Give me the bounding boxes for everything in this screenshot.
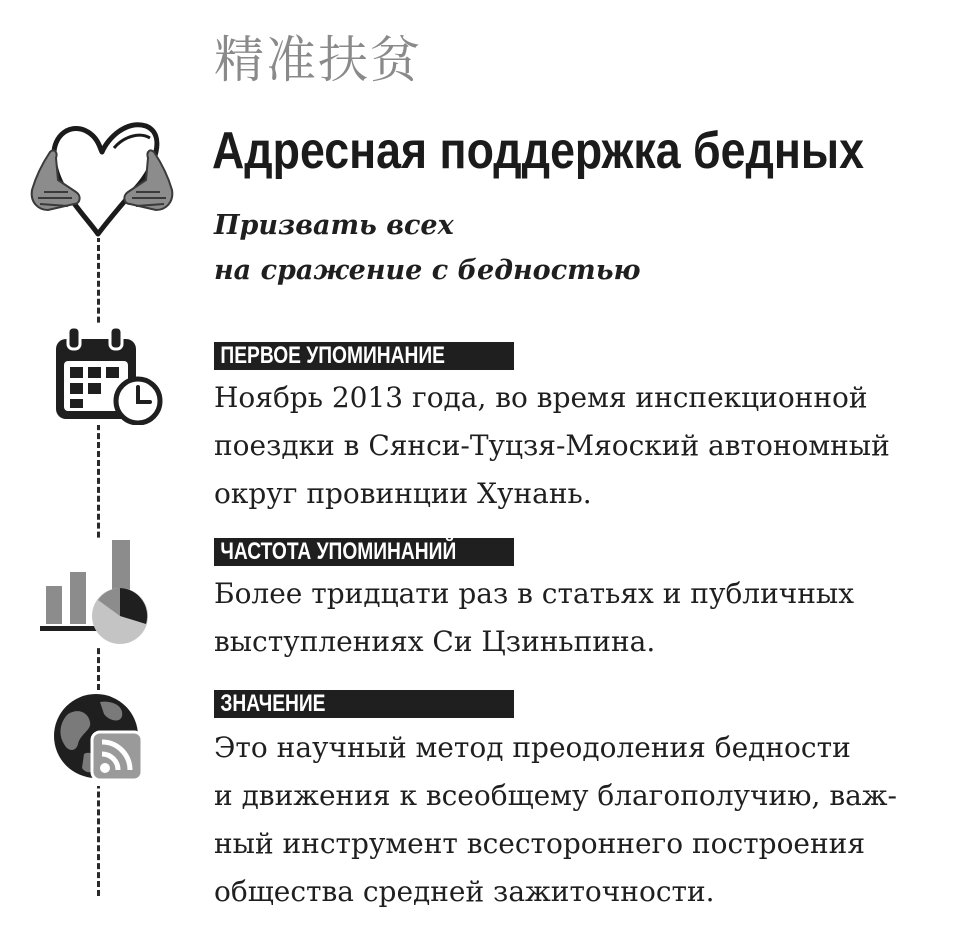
section-label-significance [214, 690, 514, 718]
heart-hands-icon [28, 118, 176, 238]
subtitle-line: на сражение с бедностью [214, 255, 641, 286]
bar-pie-chart-icon [40, 538, 152, 646]
section-label-text: ПЕРВОЕ УПОМИНАНИЕ [220, 342, 445, 369]
text-line: и движения к всеобщему благополучию, важ- [214, 779, 898, 812]
text-line: выступлениях Си Цзиньпина. [214, 625, 656, 658]
calendar-clock-icon [52, 325, 164, 425]
section-label-first-mention [214, 342, 514, 370]
subtitle-line: Призвать всех [214, 210, 454, 241]
page-title: Адресная поддержка бедных [212, 122, 865, 180]
chinese-title: 精准扶贫 [214, 31, 422, 89]
subtitle [214, 203, 641, 293]
section-label-text: ЗНАЧЕНИЕ [220, 690, 326, 717]
section-text-significance [214, 724, 897, 916]
text-line: округ провинции Хунань. [214, 477, 592, 510]
section-label-text: ЧАСТОТА УПОМИНАНИЙ [220, 538, 457, 565]
section-text-frequency [214, 570, 854, 666]
text-line: Ноябрь 2013 года, во время инспекционной [214, 381, 868, 414]
text-line: поездки в Сянси-Туцзя-Мяоский автономный [214, 429, 890, 462]
text-line: Более тридцати раз в статьях и публичных [214, 577, 854, 610]
globe-rss-icon [50, 690, 150, 786]
text-line: общества средней зажиточности. [214, 875, 715, 908]
text-line: ный инструмент всестороннего построения [214, 827, 865, 860]
text-line: Это научный метод преодоления бедности [214, 731, 851, 764]
section-text-first-mention [214, 374, 890, 518]
section-label-frequency [214, 538, 514, 566]
